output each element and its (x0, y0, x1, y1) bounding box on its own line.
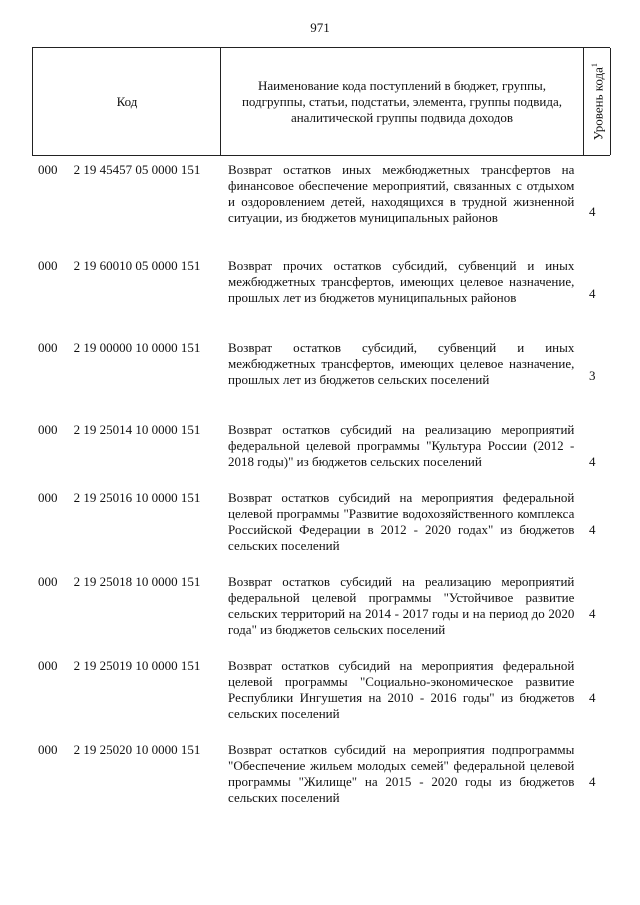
row-code: 2 19 25016 10 0000 151 (73, 490, 201, 505)
table-body (32, 162, 610, 808)
row-level: 4 (588, 522, 596, 537)
header-level-text: Уровень кода (590, 66, 606, 141)
row-level: 3 (588, 368, 596, 383)
row-code: 2 19 00000 10 0000 151 (73, 340, 201, 355)
row-name: Возврат остатков субсидий на мероприятия федеральной целевой программы "Развитие водохозяйственного комплекса Российской Федерации в 2012 - 2020 годах" из бюджетов сельских поселений (228, 490, 575, 553)
row-admin-code: 000 (38, 258, 58, 273)
header-name (220, 48, 584, 155)
row-admin-code: 000 (38, 162, 58, 177)
row-name: Возврат остатков субсидий, субвенций и иных межбюджетных трансфертов, имеющих целевое назначение, прошлых лет из бюджетов сельских поселений (228, 340, 575, 387)
row-admin-code: 000 (38, 574, 58, 589)
row-admin-code: 000 (38, 340, 58, 355)
header-name-label: Наименование кода поступлений в бюджет, группы, подгруппы, статьи, подстатьи, элемента, группы подвида, аналитической группы подвида доходов (241, 77, 563, 125)
row-code: 2 19 45457 05 0000 151 (73, 162, 201, 177)
table-row (32, 658, 610, 724)
table-row (32, 574, 610, 640)
table-row (32, 258, 610, 324)
header-level-label (587, 63, 606, 140)
table-row (32, 162, 610, 244)
row-name: Возврат остатков субсидий на реализацию мероприятий федеральной целевой программы "Устойчивое развитие сельских территорий на 2014 - 2017 годы и на период до 2020 года" из бюджетов сельских поселений (228, 574, 575, 637)
page-number: 971 (310, 20, 330, 35)
income-code-table (32, 47, 610, 808)
row-admin-code: 000 (38, 422, 58, 437)
row-code: 2 19 25014 10 0000 151 (73, 422, 201, 437)
row-admin-code: 000 (38, 490, 58, 505)
table-row (32, 742, 610, 808)
row-level: 4 (588, 204, 596, 219)
row-code: 2 19 25018 10 0000 151 (73, 574, 201, 589)
row-level: 4 (588, 606, 596, 621)
header-code (32, 48, 221, 155)
row-name: Возврат прочих остатков субсидий, субвенций и иных межбюджетных трансфертов, имеющих целевое назначение, прошлых лет из бюджетов муниципальных районов (228, 258, 575, 305)
table-row (32, 340, 610, 406)
table-header (32, 47, 610, 156)
row-level: 4 (588, 774, 596, 789)
row-code: 2 19 25019 10 0000 151 (73, 658, 201, 673)
header-level-footnote: 1 (590, 62, 600, 67)
row-name: Возврат остатков субсидий на реализацию мероприятий федеральной целевой программы "Культура России (2012 - 2018 годы)" из бюджетов сельских поселений (228, 422, 575, 469)
row-admin-code: 000 (38, 742, 58, 757)
row-level: 4 (588, 286, 596, 301)
row-name: Возврат остатков иных межбюджетных трансфертов на финансовое обеспечение мероприятий, связанных с отдыхом и оздоровлением детей, находящихся в трудной жизненной ситуации, из бюджетов муниципальных районов (228, 162, 575, 225)
row-name: Возврат остатков субсидий на мероприятия подпрограммы "Обеспечение жильем молодых семей" федеральной целевой программы "Жилище" на 2015 - 2020 годы из бюджетов сельских поселений (228, 742, 575, 805)
table-row (32, 490, 610, 556)
table-row (32, 422, 610, 472)
row-admin-code: 000 (38, 658, 58, 673)
row-level: 4 (588, 690, 596, 705)
row-level: 4 (588, 454, 596, 469)
row-code: 2 19 60010 05 0000 151 (73, 258, 201, 273)
row-name: Возврат остатков субсидий на мероприятия федеральной целевой программы "Социально-экономическое развитие Республики Ингушетия на 2010 - 2016 годы" из бюджетов сельских поселений (228, 658, 575, 721)
row-code: 2 19 25020 10 0000 151 (73, 742, 201, 757)
header-level (584, 48, 611, 155)
header-code-label: Код (116, 93, 138, 109)
